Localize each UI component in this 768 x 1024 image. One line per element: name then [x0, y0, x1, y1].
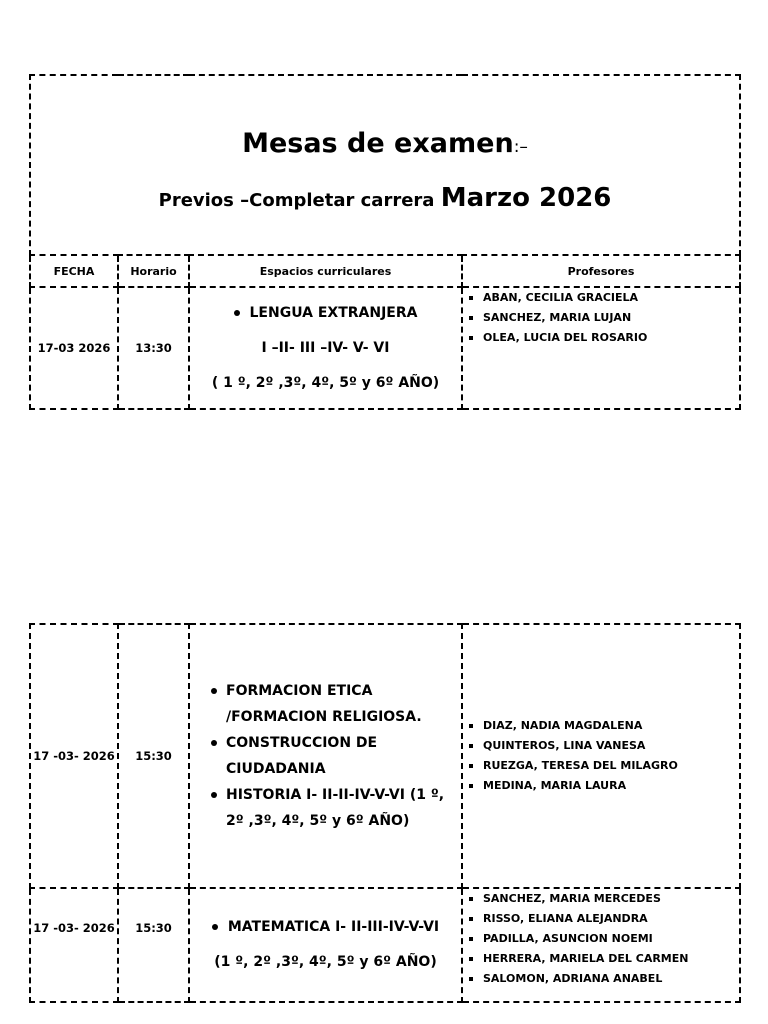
subject-item: CONSTRUCCION DE CIUDADANIA [226, 730, 461, 782]
table-row [30, 888, 740, 1002]
professor-item: SALOMON, ADRIANA ANABEL [483, 969, 739, 989]
exam-table-2 [29, 623, 741, 1003]
date-cell: 17 -03- 2026 [30, 888, 118, 1002]
professors-cell [462, 624, 740, 888]
header-row [30, 255, 740, 287]
time-cell: 13:30 [118, 287, 189, 409]
page-subtitle: Previos –Completar carrera Marzo 2026 [158, 182, 612, 213]
professor-item: SANCHEZ, MARIA MERCEDES [483, 889, 739, 909]
professors-cell [462, 888, 740, 1002]
professor-item: MEDINA, MARIA LAURA [483, 776, 739, 796]
professor-item: HERRERA, MARIELA DEL CARMEN [483, 949, 739, 969]
col-header-horario: Horario [118, 255, 189, 287]
subject-cell: LENGUA EXTRANJERA I –II- III –IV- V- VI ( 1 º, 2º ,3º, 4º, 5º y 6º AÑO) [189, 287, 462, 409]
professor-item: DIAZ, NADIA MAGDALENA [483, 716, 739, 736]
subject-cell: MATEMATICA I- II-III-IV-V-VI (1 º, 2º ,3º, 4º, 5º y 6º AÑO) [189, 888, 462, 1002]
time-cell: 15:30 [118, 624, 189, 888]
professor-item: RUEZGA, TERESA DEL MILAGRO [483, 756, 739, 776]
date-cell: 17-03 2026 [30, 287, 118, 409]
col-header-fecha: FECHA [30, 255, 118, 287]
professor-item: ABAN, CECILIA GRACIELA [483, 288, 739, 308]
subject-item: HISTORIA I- II-II-IV-V-VI (1 º, 2º ,3º, 4º, 5º y 6º AÑO) [226, 782, 461, 834]
bullet-icon [234, 310, 240, 316]
professor-item: PADILLA, ASUNCION NOEMI [483, 929, 739, 949]
table-row [30, 287, 740, 409]
page-title: Mesas de examen:– [242, 127, 528, 159]
professor-item: OLEA, LUCIA DEL ROSARIO [483, 328, 739, 348]
subject-item: FORMACION ETICA /FORMACION RELIGIOSA. [226, 678, 461, 730]
exam-table-1 [29, 74, 741, 410]
professor-item: RISSO, ELIANA ALEJANDRA [483, 909, 739, 929]
title-cell [30, 75, 740, 255]
table-row [30, 624, 740, 888]
professors-cell [462, 287, 740, 409]
professor-item: QUINTEROS, LINA VANESA [483, 736, 739, 756]
date-cell: 17 -03- 2026 [30, 624, 118, 888]
bullet-icon [212, 924, 218, 930]
time-cell: 15:30 [118, 888, 189, 1002]
professor-item: SANCHEZ, MARIA LUJAN [483, 308, 739, 328]
col-header-espacios: Espacios curriculares [189, 255, 462, 287]
col-header-profesores: Profesores [462, 255, 740, 287]
subject-cell [189, 624, 462, 888]
